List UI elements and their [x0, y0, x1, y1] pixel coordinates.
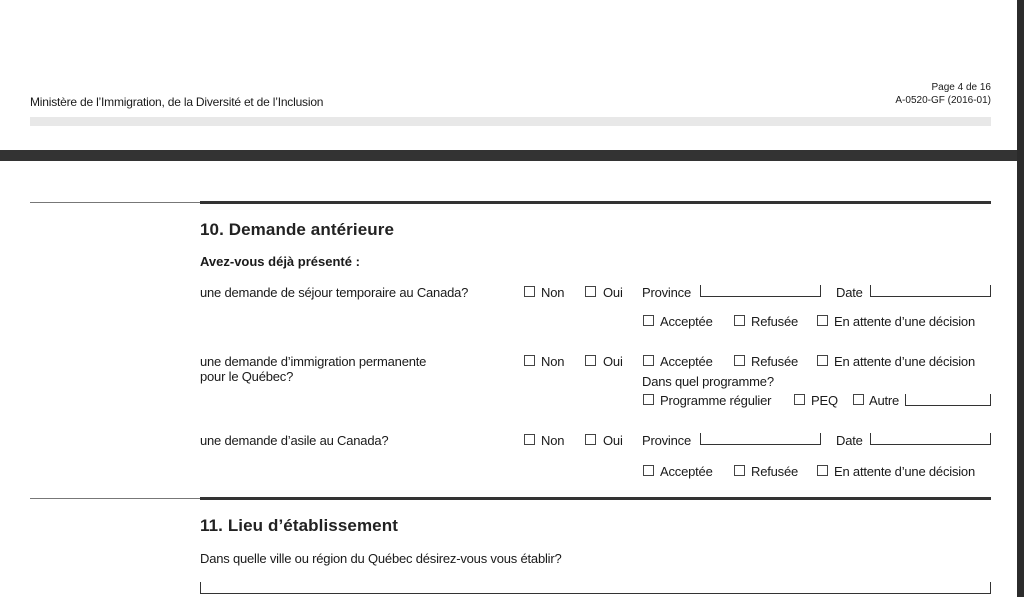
- asile-province-label: Province: [642, 433, 691, 448]
- asile-oui-label: Oui: [603, 433, 623, 448]
- autre-checkbox[interactable]: [853, 394, 864, 405]
- question-permanente-line2: pour le Québec?: [200, 369, 294, 384]
- temporaire-acceptee-label: Acceptée: [660, 314, 713, 329]
- temporaire-non-checkbox[interactable]: [524, 286, 535, 297]
- temporaire-oui-checkbox[interactable]: [585, 286, 596, 297]
- asile-refusee-checkbox[interactable]: [734, 465, 745, 476]
- temporaire-refusee-checkbox[interactable]: [734, 315, 745, 326]
- permanente-oui-checkbox[interactable]: [585, 355, 596, 366]
- asile-date-label: Date: [836, 433, 863, 448]
- section-11-divider-left: [30, 498, 200, 499]
- asile-oui-checkbox[interactable]: [585, 434, 596, 445]
- temporaire-oui-label: Oui: [603, 285, 623, 300]
- permanente-refusee-checkbox[interactable]: [734, 355, 745, 366]
- programme-question: Dans quel programme?: [642, 374, 774, 389]
- temporaire-province-label: Province: [642, 285, 691, 300]
- ministry-name: Ministère de l’Immigration, de la Diversité et de l’Inclusion: [30, 95, 324, 109]
- permanente-refusee-label: Refusée: [751, 354, 799, 369]
- permanente-en-attente-checkbox[interactable]: [817, 355, 828, 366]
- asile-non-checkbox[interactable]: [524, 434, 535, 445]
- autre-field[interactable]: [905, 394, 991, 406]
- section-divider: [200, 201, 991, 204]
- asile-refusee-label: Refusée: [751, 464, 799, 479]
- temporaire-refusee-label: Refusée: [751, 314, 799, 329]
- asile-en-attente-label: En attente d’une décision: [834, 464, 975, 479]
- viewer-scroll-edge: [1017, 0, 1024, 597]
- peq-checkbox[interactable]: [794, 394, 805, 405]
- question-asile: une demande d’asile au Canada?: [200, 433, 389, 448]
- asile-en-attente-checkbox[interactable]: [817, 465, 828, 476]
- question-permanente-line1: une demande d’immigration permanente: [200, 354, 427, 369]
- page-info: [895, 81, 991, 107]
- autre-label: Autre: [869, 393, 900, 408]
- lieu-etablissement-field[interactable]: [200, 582, 991, 594]
- question-temporaire: une demande de séjour temporaire au Canada?: [200, 285, 469, 300]
- section-10-subtitle: Avez-vous déjà présenté :: [200, 254, 360, 269]
- section-11-title: 11. Lieu d’établissement: [200, 516, 398, 535]
- permanente-acceptee-label: Acceptée: [660, 354, 713, 369]
- temporaire-date-label: Date: [836, 285, 863, 300]
- programme-regulier-label: Programme régulier: [660, 393, 772, 408]
- asile-acceptee-label: Acceptée: [660, 464, 713, 479]
- permanente-non-checkbox[interactable]: [524, 355, 535, 366]
- permanente-oui-label: Oui: [603, 354, 623, 369]
- header-band: [30, 117, 991, 126]
- asile-non-label: Non: [541, 433, 565, 448]
- page-number: Page 4 de 16: [931, 82, 991, 93]
- permanente-acceptee-checkbox[interactable]: [643, 355, 654, 366]
- page-separator: [0, 150, 1017, 161]
- section-10-title: 10. Demande antérieure: [200, 220, 395, 239]
- asile-province-field[interactable]: [700, 433, 821, 445]
- temporaire-province-field[interactable]: [700, 285, 821, 297]
- programme-regulier-checkbox[interactable]: [643, 394, 654, 405]
- permanente-en-attente-label: En attente d’une décision: [834, 354, 975, 369]
- temporaire-date-field[interactable]: [870, 285, 991, 297]
- temporaire-acceptee-checkbox[interactable]: [643, 315, 654, 326]
- section-11-divider: [200, 497, 991, 500]
- temporaire-en-attente-label: En attente d’une décision: [834, 314, 975, 329]
- peq-label: PEQ: [811, 393, 838, 408]
- form-code: A-0520-GF (2016-01): [895, 95, 991, 106]
- temporaire-en-attente-checkbox[interactable]: [817, 315, 828, 326]
- permanente-non-label: Non: [541, 354, 565, 369]
- asile-acceptee-checkbox[interactable]: [643, 465, 654, 476]
- section-divider-left: [30, 202, 200, 203]
- section-11-question: Dans quelle ville ou région du Québec désirez-vous vous établir?: [200, 551, 562, 566]
- temporaire-non-label: Non: [541, 285, 565, 300]
- asile-date-field[interactable]: [870, 433, 991, 445]
